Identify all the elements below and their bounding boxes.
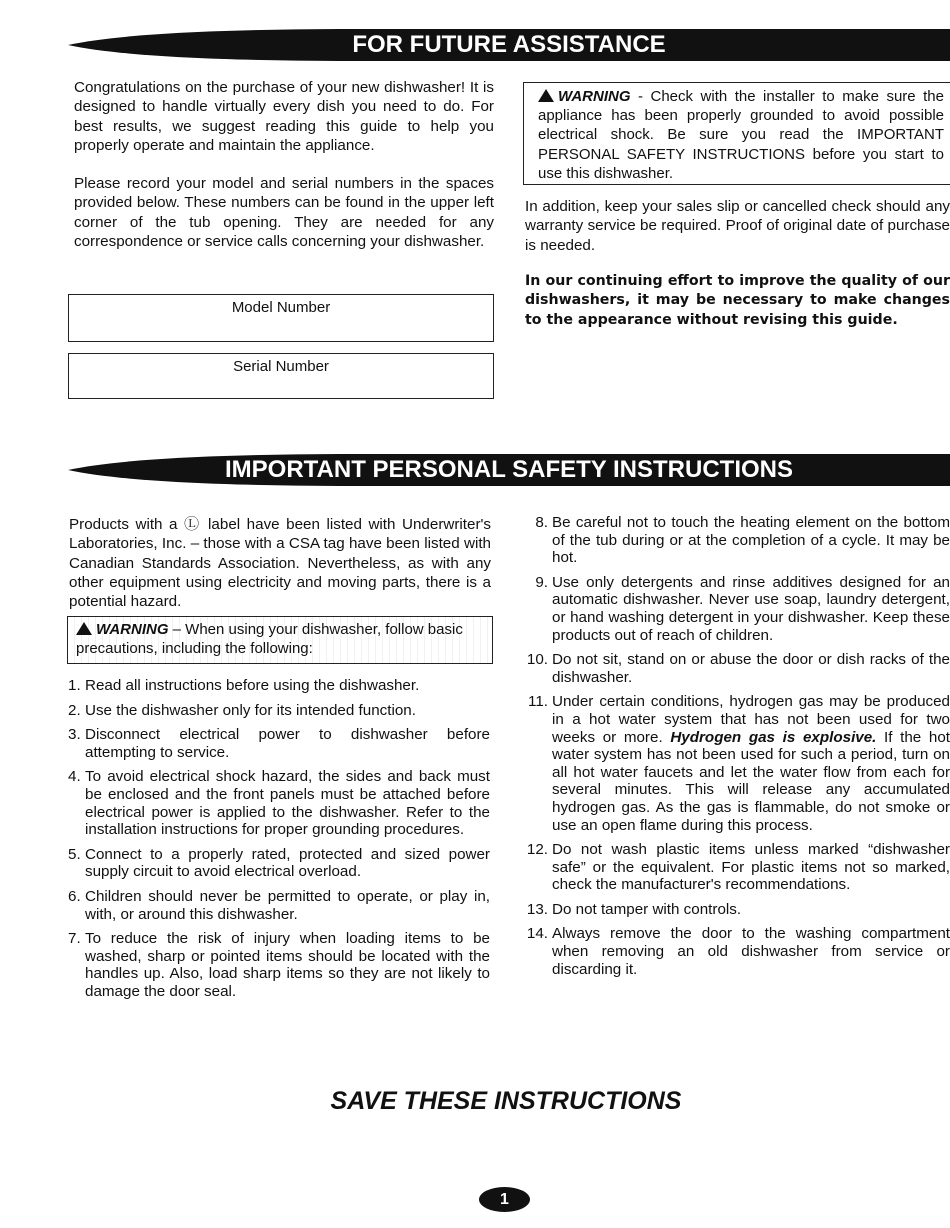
list-item: 13. Do not tamper with controls. <box>526 900 742 918</box>
warning-triangle-icon <box>538 89 554 102</box>
grounding-warning-box <box>523 82 950 185</box>
safety-list-left <box>68 677 490 1001</box>
serial-number-field[interactable] <box>68 353 494 399</box>
listing-paragraph: Products with a Ⓛ label have been listed with Underwriter's Laboratories, Inc. – those with a CSA tag have been listed with Canadian Standards Association. Nevertheless, as with any other equipment using electricity and moving parts, there is a potential hazard. <box>69 516 491 611</box>
warning-triangle-icon <box>76 622 92 635</box>
save-instructions-heading: SAVE THESE INSTRUCTIONS <box>330 1087 682 1115</box>
list-item: 7. To reduce the risk of injury when loading items to be washed, sharp or pointed items should be located with the handles up. Also, load sharp items so they are not likely to damage the door seal. <box>68 930 490 1000</box>
intro-paragraph: Congratulations on the purchase of your new dishwasher! It is designed to handle virtually every dish you need to do. For best results, we suggest reading this guide to help you properly operate and maintain the appliance. <box>74 79 494 154</box>
serial-number-label: Serial Number <box>233 358 329 375</box>
warning-label: WARNING <box>96 621 169 638</box>
safety-list-right <box>525 514 950 978</box>
list-item: 12. Do not wash plastic items unless marked “dishwasher safe” or the equivalent. For plastic items not so marked, check the manufacturer's recommendations. <box>526 841 950 894</box>
list-item: 6. Children should never be permitted to operate, or play in, with, or around this dishwasher. <box>68 887 490 923</box>
warning-text: - Check with the installer to make sure the appliance has been properly grounded to avoid possible electrical shock. Be sure you read the IMPORTANT PERSONAL SAFETY INSTRUCTIONS before you start to use this dishwasher. <box>538 88 944 182</box>
list-item: 11. Under certain conditions, hydrogen gas may be produced in a hot water system that has not been used for two weeks or more. Hydrogen gas is explosive. If the hot water system has not been used for such a period, turn on all hot water faucets and let the water flow from each for several minutes. This will release any accumulated hydrogen gas. As the gas is flammable, do not smoke or use an open flame during this process. <box>528 693 950 834</box>
revision-notice: In our continuing effort to improve the quality of our dishwashers, it may be necessary to make changes to the appearance without revising this guide. <box>525 273 950 328</box>
sales-slip-paragraph: In addition, keep your sales slip or cancelled check should any warranty service be required. Proof of original date of purchase is needed. <box>525 198 950 254</box>
model-number-field[interactable] <box>68 294 494 342</box>
list-item: 3. Disconnect electrical power to dishwasher before attempting to service. <box>68 726 490 761</box>
list-item: 1. Read all instructions before using the dishwasher. <box>68 677 420 694</box>
page-number: 1 <box>479 1187 530 1212</box>
warning-label: WARNING <box>558 88 631 105</box>
list-item: 14. Always remove the door to the washing compartment when removing an old dishwasher from service or discarding it. <box>526 925 950 978</box>
list-item: 10. Do not sit, stand on or abuse the door or dish racks of the dishwasher. <box>526 651 950 686</box>
list-item: 8. Be careful not to touch the heating element on the bottom of the tub during or at the completion of a cycle. It may be hot. <box>535 514 950 567</box>
record-numbers-paragraph: Please record your model and serial numbers in the spaces provided below. These numbers can be found in the upper left corner of the tub opening. They are needed for any correspondence or service calls concerning your dishwasher. <box>74 175 494 250</box>
list-item: 2. Use the dishwasher only for its intended function. <box>68 701 416 719</box>
section-title: IMPORTANT PERSONAL SAFETY INSTRUCTIONS <box>224 456 794 483</box>
list-item: 5. Connect to a properly rated, protected and sized power supply circuit to avoid electrical overload. <box>68 845 490 881</box>
list-item: 9. Use only detergents and rinse additives designed for an automatic dishwasher. Never use soap, laundry detergent, or hand washing detergent in your dishwasher. Keep these products out of reach of children. <box>535 573 950 644</box>
precautions-warning-box <box>67 616 493 664</box>
banner-safety-instructions <box>68 453 950 487</box>
section-title: FOR FUTURE ASSISTANCE <box>352 31 666 58</box>
warning-text: – When using your dishwasher, follow basic precautions, including the following: <box>76 621 463 658</box>
hydrogen-warning-emphasis: Hydrogen gas is explosive. <box>670 728 877 746</box>
banner-future-assistance <box>68 28 950 62</box>
model-number-label: Model Number <box>231 299 331 316</box>
list-item: 4. To avoid electrical shock hazard, the sides and back must be enclosed and the front panels must be attached before electrical power is applied to the dishwasher. Refer to the installation instructions for proper grounding procedures. <box>68 768 490 839</box>
